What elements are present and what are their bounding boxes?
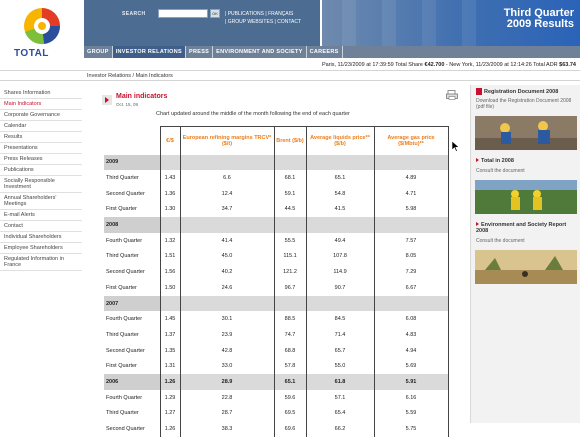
- table-cell: 115.1: [274, 249, 306, 265]
- table-cell: 1.37: [160, 327, 180, 343]
- table-cell: 4.71: [374, 186, 448, 202]
- arrow-right-icon: [476, 222, 479, 226]
- col-header-brent: Brent ($/b): [274, 127, 306, 155]
- ticker-paris-price: €42.700: [424, 62, 445, 68]
- table-cell: 28.7: [180, 406, 274, 422]
- sidebar-item-main-indicators[interactable]: Main Indicators: [0, 99, 82, 110]
- table-cell: 45.0: [180, 249, 274, 265]
- registration-document-title-text: Registration Document 2008: [484, 88, 559, 95]
- table-cell: [180, 217, 274, 233]
- nav-investor-relations[interactable]: INVESTOR RELATIONS: [113, 46, 186, 58]
- table-cell: [306, 296, 374, 312]
- table-cell: 23.9: [180, 327, 274, 343]
- sidebar-item-socially-responsible-investment[interactable]: Socially Responsible Investment: [0, 176, 82, 193]
- sidebar-item-shares-information[interactable]: Shares Information: [0, 88, 82, 99]
- table-cell: 4.83: [374, 327, 448, 343]
- table-cell: 54.8: [306, 186, 374, 202]
- table-cell: 71.4: [306, 327, 374, 343]
- environment-report-section: [471, 219, 580, 247]
- row-label: Third Quarter: [104, 406, 160, 422]
- table-cell: 121.2: [274, 264, 306, 280]
- table-cell: 66.2: [306, 421, 374, 437]
- table-cell: [160, 296, 180, 312]
- banner-title: [504, 8, 574, 30]
- registration-document-section: [471, 85, 580, 113]
- table-cell: 69.5: [274, 406, 306, 422]
- intro-text: Chart updated around the middle of the month following the end of each quarter: [156, 111, 350, 117]
- table-cell: 5.75: [374, 421, 448, 437]
- registration-document-link[interactable]: Download the Registration Document 2008 (pdf file): [476, 98, 572, 111]
- mouse-cursor-icon: [452, 141, 460, 152]
- col-header-liquids-price: Average liquids price** ($/b): [306, 127, 374, 155]
- breadcrumb[interactable]: Investor Relations / Main Indicators: [87, 73, 173, 79]
- table-cell: 90.7: [306, 280, 374, 296]
- logo-text: TOTAL: [14, 48, 49, 59]
- table-cell: 41.5: [306, 202, 374, 218]
- row-label: Fourth Quarter: [104, 311, 160, 327]
- page-title: Main indicators: [116, 93, 168, 100]
- table-cell: 38.3: [180, 421, 274, 437]
- table-header-blank: [104, 127, 160, 155]
- ticker-paris-text: Paris, 11/23/2009 at 17:39:59 Total Share: [321, 62, 425, 68]
- table-cell: 30.1: [180, 311, 274, 327]
- total-2008-link[interactable]: Consult the document: [476, 167, 525, 174]
- sidebar-item-corporate-governance[interactable]: Corporate Governance: [0, 110, 82, 121]
- row-label: First Quarter: [104, 280, 160, 296]
- table-row: [104, 202, 448, 218]
- sidebar-item-e-mail-alerts[interactable]: E-mail Alerts: [0, 210, 82, 221]
- banner-title-line-2: 2009 Results: [506, 18, 574, 30]
- table-cell: 33.0: [180, 358, 274, 374]
- left-sidebar: [0, 88, 82, 271]
- table-cell: [160, 155, 180, 171]
- table-cell: 74.7: [274, 327, 306, 343]
- table-cell: 1.51: [160, 249, 180, 265]
- table-cell: 28.9: [180, 374, 274, 390]
- engineers-photo[interactable]: [475, 180, 577, 214]
- table-cell: 42.8: [180, 343, 274, 359]
- table-cell: 40.2: [180, 264, 274, 280]
- table-cell: [306, 155, 374, 171]
- total-2008-title-text: Total in 2008: [481, 158, 514, 165]
- row-label: Second Quarter: [104, 421, 160, 437]
- table-cell: 12.4: [180, 186, 274, 202]
- table-year-row: [104, 155, 448, 171]
- table-header-row: [104, 127, 448, 155]
- nav-careers[interactable]: CAREERS: [307, 46, 343, 58]
- sidebar-item-individual-shareholders[interactable]: Individual Shareholders: [0, 232, 82, 243]
- table-cell: 6.08: [374, 311, 448, 327]
- workers-photo[interactable]: [475, 116, 577, 150]
- table-cell: 5.98: [374, 202, 448, 218]
- nav-environment-society[interactable]: ENVIRONMENT AND SOCIETY: [213, 46, 306, 58]
- table-cell: [274, 296, 306, 312]
- table-row: [104, 343, 448, 359]
- table-cell: 96.7: [274, 280, 306, 296]
- col-header-eur-usd: €/$: [160, 127, 180, 155]
- row-label: 2006: [104, 374, 160, 390]
- sidebar-item-regulated-information-in-france[interactable]: Regulated Information in France: [0, 254, 82, 271]
- header-band: [84, 0, 320, 46]
- table-cell: 8.05: [374, 249, 448, 265]
- table-row: [104, 186, 448, 202]
- table-cell: 1.26: [160, 421, 180, 437]
- table-year-row: [104, 217, 448, 233]
- sidebar-item-contact[interactable]: Contact: [0, 221, 82, 232]
- table-cell: 55.0: [306, 358, 374, 374]
- table-cell: 68.1: [274, 170, 306, 186]
- table-cell: 68.8: [274, 343, 306, 359]
- table-cell: 4.94: [374, 343, 448, 359]
- group-websites-contact-links[interactable]: | GROUP WEBSITES | CONTACT: [225, 19, 302, 25]
- table-cell: 49.4: [306, 233, 374, 249]
- row-label: First Quarter: [104, 358, 160, 374]
- table-row: [104, 264, 448, 280]
- table-cell: [180, 296, 274, 312]
- table-row: [104, 249, 448, 265]
- table-cell: [160, 217, 180, 233]
- table-year-row: [104, 374, 448, 390]
- table-cell: 1.45: [160, 311, 180, 327]
- table-cell: 1.26: [160, 374, 180, 390]
- table-row: [104, 390, 448, 406]
- table-row: [104, 311, 448, 327]
- site-header: [0, 0, 580, 58]
- table-cell: 4.89: [374, 170, 448, 186]
- table-cell: 1.30: [160, 202, 180, 218]
- table-cell: 69.6: [274, 421, 306, 437]
- table-cell: 34.7: [180, 202, 274, 218]
- table-row: [104, 233, 448, 249]
- row-label: Third Quarter: [104, 249, 160, 265]
- table-cell: 1.29: [160, 390, 180, 406]
- table-cell: 1.43: [160, 170, 180, 186]
- right-sidebar: [470, 85, 580, 423]
- row-label: Fourth Quarter: [104, 233, 160, 249]
- row-label: 2009: [104, 155, 160, 171]
- table-cell: 1.50: [160, 280, 180, 296]
- search-ok-button[interactable]: OK: [210, 9, 220, 18]
- row-label: Third Quarter: [104, 170, 160, 186]
- ticker-ny-text: - New York, 11/23/2009 at 12:14:26 Total ADR: [444, 62, 560, 68]
- share-ticker: [0, 60, 580, 70]
- table-cell: 107.8: [306, 249, 374, 265]
- table-row: [104, 327, 448, 343]
- page-date: Oct. 15, 09: [116, 102, 139, 107]
- registration-document-title[interactable]: [476, 88, 575, 95]
- table-row: [104, 358, 448, 374]
- breadcrumb-bar: [0, 70, 580, 81]
- table-cell: 1.36: [160, 186, 180, 202]
- sidebar-item-publications[interactable]: Publications: [0, 165, 82, 176]
- table-row: [104, 406, 448, 422]
- table-cell: 1.31: [160, 358, 180, 374]
- table-cell: 1.32: [160, 233, 180, 249]
- table-cell: 1.27: [160, 406, 180, 422]
- table-row: [104, 170, 448, 186]
- row-label: 2007: [104, 296, 160, 312]
- table-cell: [306, 217, 374, 233]
- total-logo[interactable]: [0, 0, 84, 66]
- table-row: [104, 280, 448, 296]
- table-cell: 5.59: [374, 406, 448, 422]
- table-cell: 5.91: [374, 374, 448, 390]
- total-2008-section: [471, 155, 580, 177]
- sidebar-item-press-releases[interactable]: Press Releases: [0, 154, 82, 165]
- nav-press[interactable]: PRESS: [186, 46, 213, 58]
- table-cell: 1.56: [160, 264, 180, 280]
- row-label: 2008: [104, 217, 160, 233]
- table-cell: 88.5: [274, 311, 306, 327]
- total-2008-title[interactable]: [476, 158, 575, 165]
- row-label: Second Quarter: [104, 343, 160, 359]
- table-cell: [374, 217, 448, 233]
- row-label: First Quarter: [104, 202, 160, 218]
- total-logo-icon: [22, 6, 62, 46]
- table-cell: 22.8: [180, 390, 274, 406]
- row-label: Fourth Quarter: [104, 390, 160, 406]
- table-cell: [274, 155, 306, 171]
- row-label: Second Quarter: [104, 186, 160, 202]
- sidebar-item-presentations[interactable]: Presentations: [0, 143, 82, 154]
- table-cell: 5.69: [374, 358, 448, 374]
- table-cell: 44.5: [274, 202, 306, 218]
- table-cell: 65.1: [306, 170, 374, 186]
- table-cell: 57.8: [274, 358, 306, 374]
- table-cell: 61.8: [306, 374, 374, 390]
- main-nav: [84, 46, 580, 58]
- environment-report-link[interactable]: Consult the document: [476, 237, 525, 244]
- table-cell: 6.16: [374, 390, 448, 406]
- banner-title-line-1: Third Quarter: [503, 7, 574, 19]
- search-input[interactable]: [158, 9, 208, 18]
- table-cell: 65.1: [274, 374, 306, 390]
- sidebar-item-employee-shareholders[interactable]: Employee Shareholders: [0, 243, 82, 254]
- table-cell: 1.35: [160, 343, 180, 359]
- col-header-gas-price: Average gas price ($/Mbtu)**: [374, 127, 448, 155]
- results-banner[interactable]: [322, 0, 580, 46]
- arrow-right-icon: [102, 95, 112, 105]
- sidebar-item-calendar[interactable]: Calendar: [0, 121, 82, 132]
- table-cell: [374, 155, 448, 171]
- sidebar-item-results[interactable]: Results: [0, 132, 82, 143]
- table-cell: 24.6: [180, 280, 274, 296]
- table-cell: 114.9: [306, 264, 374, 280]
- table-cell: 7.29: [374, 264, 448, 280]
- row-label: Second Quarter: [104, 264, 160, 280]
- nav-group[interactable]: GROUP: [84, 46, 113, 58]
- environment-report-title[interactable]: [476, 222, 575, 235]
- table-cell: 7.57: [374, 233, 448, 249]
- table-cell: 59.1: [274, 186, 306, 202]
- table-cell: 6.67: [374, 280, 448, 296]
- row-label: Third Quarter: [104, 327, 160, 343]
- arrow-right-icon: [476, 158, 479, 162]
- print-icon[interactable]: [446, 90, 458, 100]
- col-header-refining-margins: European refining margins TRCV* ($/t): [180, 127, 274, 155]
- table-cell: 41.4: [180, 233, 274, 249]
- table-cell: 6.6: [180, 170, 274, 186]
- table-cell: 55.5: [274, 233, 306, 249]
- environment-report-title-text: Environment and Society Report 2008: [476, 221, 567, 235]
- indicators-table: [104, 126, 449, 437]
- landscape-photo[interactable]: [475, 250, 577, 284]
- table-year-row: [104, 296, 448, 312]
- table-cell: [374, 296, 448, 312]
- table-cell: 57.1: [306, 390, 374, 406]
- table-cell: 65.4: [306, 406, 374, 422]
- pdf-icon: [476, 88, 482, 95]
- table-cell: 65.7: [306, 343, 374, 359]
- indicators-table-wrap: [104, 126, 448, 437]
- sidebar-item-annual-shareholders-meetings[interactable]: Annual Shareholders' Meetings: [0, 193, 82, 210]
- table-cell: 59.6: [274, 390, 306, 406]
- search-label: SEARCH: [122, 11, 146, 17]
- ticker-ny-price: $63.74: [559, 62, 576, 68]
- table-row: [104, 421, 448, 437]
- table-cell: [180, 155, 274, 171]
- table-cell: 84.5: [306, 311, 374, 327]
- table-cell: [274, 217, 306, 233]
- publications-language-links[interactable]: | PUBLICATIONS | FRANÇAIS: [225, 11, 294, 17]
